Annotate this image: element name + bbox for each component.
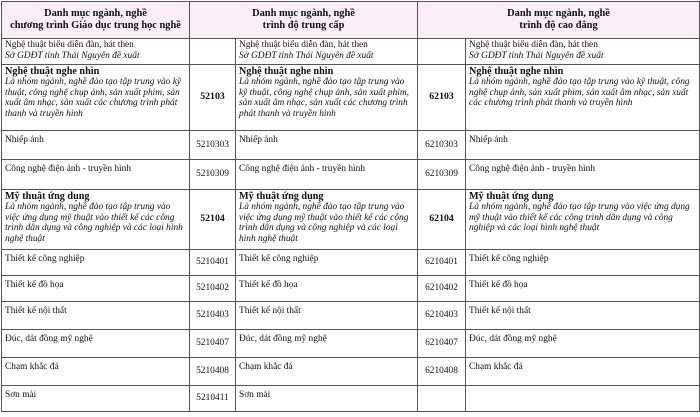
header-line1: Danh mục ngành, nghề (44, 7, 147, 19)
code-cell (418, 39, 466, 65)
group-desc: Là nhóm ngành, nghề đào tạo tập trung vào kỹ thuật, công nghệ chụp ảnh, sản xuất phim, sản xuất âm nhạc, sản xuất các chương trình phát thanh và truyền hình (239, 77, 410, 119)
group-cell (466, 65, 700, 131)
vocational-catalog-table (1, 1, 700, 412)
trade-name-empty (466, 386, 700, 412)
trade-name: Thiết kế đồ họa (2, 276, 190, 302)
trade-code: 6210309 (418, 160, 466, 190)
header-row (2, 2, 700, 39)
trade-code: 6210402 (418, 276, 466, 302)
trade-name: Đúc, dát đồng mỹ nghệ (236, 330, 418, 358)
group-desc: Là nhóm ngành, nghề đào tạo tập trung vào việc ứng dụng mỹ thuật vào thiết kế các công trình dân dụng và công nghiệp và các loại hình nghệ thuật (239, 202, 409, 244)
trade-name: Chạm khắc đá (236, 358, 418, 386)
group-code-college: 62103 (418, 65, 466, 131)
group-title: Nghệ thuật nghe nhìn (5, 66, 100, 77)
trade-code: 6210303 (418, 131, 466, 160)
intro-cell (236, 39, 418, 65)
trade-name: Thiết kế công nghiệp (236, 250, 418, 276)
trade-name: Thiết kế nội thất (2, 302, 190, 330)
header-col-secondary (2, 2, 190, 39)
trade-name: Chạm khắc đá (2, 358, 190, 386)
trade-code: 5210309 (190, 160, 236, 190)
table-row (2, 131, 700, 160)
intro-row (2, 39, 700, 65)
trade-name: Nhiếp ảnh (236, 131, 418, 160)
trade-code: 5210407 (190, 330, 236, 358)
group-code-intermediate: 52104 (190, 190, 236, 250)
trade-code: 5210402 (190, 276, 236, 302)
group-code-college: 62104 (418, 190, 466, 250)
intro-note: Sở GDĐT tỉnh Thái Nguyên đề xuất (239, 50, 374, 61)
header-col-college (418, 2, 700, 39)
trade-code: 5210303 (190, 131, 236, 160)
group-title: Mỹ thuật ứng dụng (469, 191, 554, 202)
group-row-audiovisual (2, 65, 700, 131)
table-row (2, 250, 700, 276)
trade-code: 5210408 (190, 358, 236, 386)
trade-code: 6210403 (418, 302, 466, 330)
trade-name: Nhiếp ảnh (466, 131, 700, 160)
table-row (2, 160, 700, 190)
group-title: Nghệ thuật nghe nhìn (469, 66, 564, 77)
trade-name: Sơn mài (2, 386, 190, 412)
group-title: Nghệ thuật nghe nhìn (239, 66, 334, 77)
trade-name: Chạm khắc đá (466, 358, 700, 386)
trade-name: Công nghệ điện ảnh - truyền hình (466, 160, 700, 190)
group-cell (466, 190, 700, 250)
trade-name: Đúc, dát đồng mỹ nghệ (466, 330, 700, 358)
group-desc: Là nhóm ngành, nghề đào tạo tập trung vào việc ứng dụng mỹ thuật vào thiết kế các công trình dân dụng và công nghiệp và các loại hình nghệ thuật (5, 202, 183, 244)
trade-name: Công nghệ điện ảnh - truyền hình (236, 160, 418, 190)
trade-name: Sơn mài (236, 386, 418, 412)
group-cell (2, 65, 190, 131)
table-row (2, 386, 700, 412)
group-cell (2, 190, 190, 250)
trade-code: 6210408 (418, 358, 466, 386)
header-line2: trình độ cao đẳng (519, 19, 598, 31)
group-title: Mỹ thuật ứng dụng (5, 191, 90, 202)
trade-code: 6210407 (418, 330, 466, 358)
group-row-applied-art (2, 190, 700, 250)
intro-name: Nghệ thuật biểu diễn đàn, hát then (239, 40, 368, 50)
trade-name: Công nghệ điện ảnh - truyền hình (2, 160, 190, 190)
code-cell (190, 39, 236, 65)
table-row (2, 358, 700, 386)
trade-code: 5210401 (190, 250, 236, 276)
trade-name: Đúc, dát đồng mỹ nghệ (2, 330, 190, 358)
group-desc: Là nhóm ngành, nghề đào tạo tập trung vào kỹ thuật, công nghệ chụp ảnh, sản xuất phim, sản xuất âm nhạc, sản xuất các chương trình phát thanh và truyền hình (5, 77, 182, 119)
header-col-intermediate (190, 2, 418, 39)
trade-name: Thiết kế nội thất (466, 302, 700, 330)
header-line2: chương trình Giáo dục trung học nghề (10, 19, 181, 31)
table-row (2, 330, 700, 358)
group-desc: Là nhóm ngành, nghề đào tạo tập trung vào việc ứng dụng mỹ thuật vào thiết kế các công trình dân dụng và công nghiệp và các loại hình nghệ thuật (469, 202, 690, 233)
group-cell (236, 65, 418, 131)
trade-name: Thiết kế công nghiệp (2, 250, 190, 276)
group-cell (236, 190, 418, 250)
trade-code: 5210403 (190, 302, 236, 330)
intro-cell (466, 39, 700, 65)
header-line1: Danh mục ngành, nghề (252, 7, 355, 19)
trade-name: Thiết kế đồ họa (466, 276, 700, 302)
trade-name: Thiết kế công nghiệp (466, 250, 700, 276)
header-line2: trình độ trung cấp (262, 19, 345, 31)
trade-name: Nhiếp ảnh (2, 131, 190, 160)
intro-name: Nghệ thuật biểu diễn đàn, hát then (5, 40, 134, 50)
intro-note: Sở GDĐT tỉnh Thái Nguyên đề xuất (5, 50, 140, 61)
header-line1: Danh mục ngành, nghề (507, 7, 610, 19)
table-row (2, 302, 700, 330)
group-title: Mỹ thuật ứng dụng (239, 191, 324, 202)
group-code-intermediate: 52103 (190, 65, 236, 131)
intro-cell (2, 39, 190, 65)
trade-name: Thiết kế đồ họa (236, 276, 418, 302)
table-row (2, 276, 700, 302)
trade-code: 6210401 (418, 250, 466, 276)
trade-code (418, 386, 466, 412)
trade-name: Thiết kế nội thất (236, 302, 418, 330)
group-desc: Là nhóm ngành, nghề đào tạo tập trung vào kỹ thuật, công nghệ chụp ảnh, sản xuất phim, sản xuất âm nhạc, sản xuất các chương trình phát thanh và truyền hình (469, 77, 690, 108)
intro-name: Nghệ thuật biểu diễn đàn, hát then (469, 40, 598, 50)
trade-code: 5210411 (190, 386, 236, 412)
intro-note: Sở GDĐT tỉnh Thái Nguyên đề xuất (469, 50, 604, 61)
